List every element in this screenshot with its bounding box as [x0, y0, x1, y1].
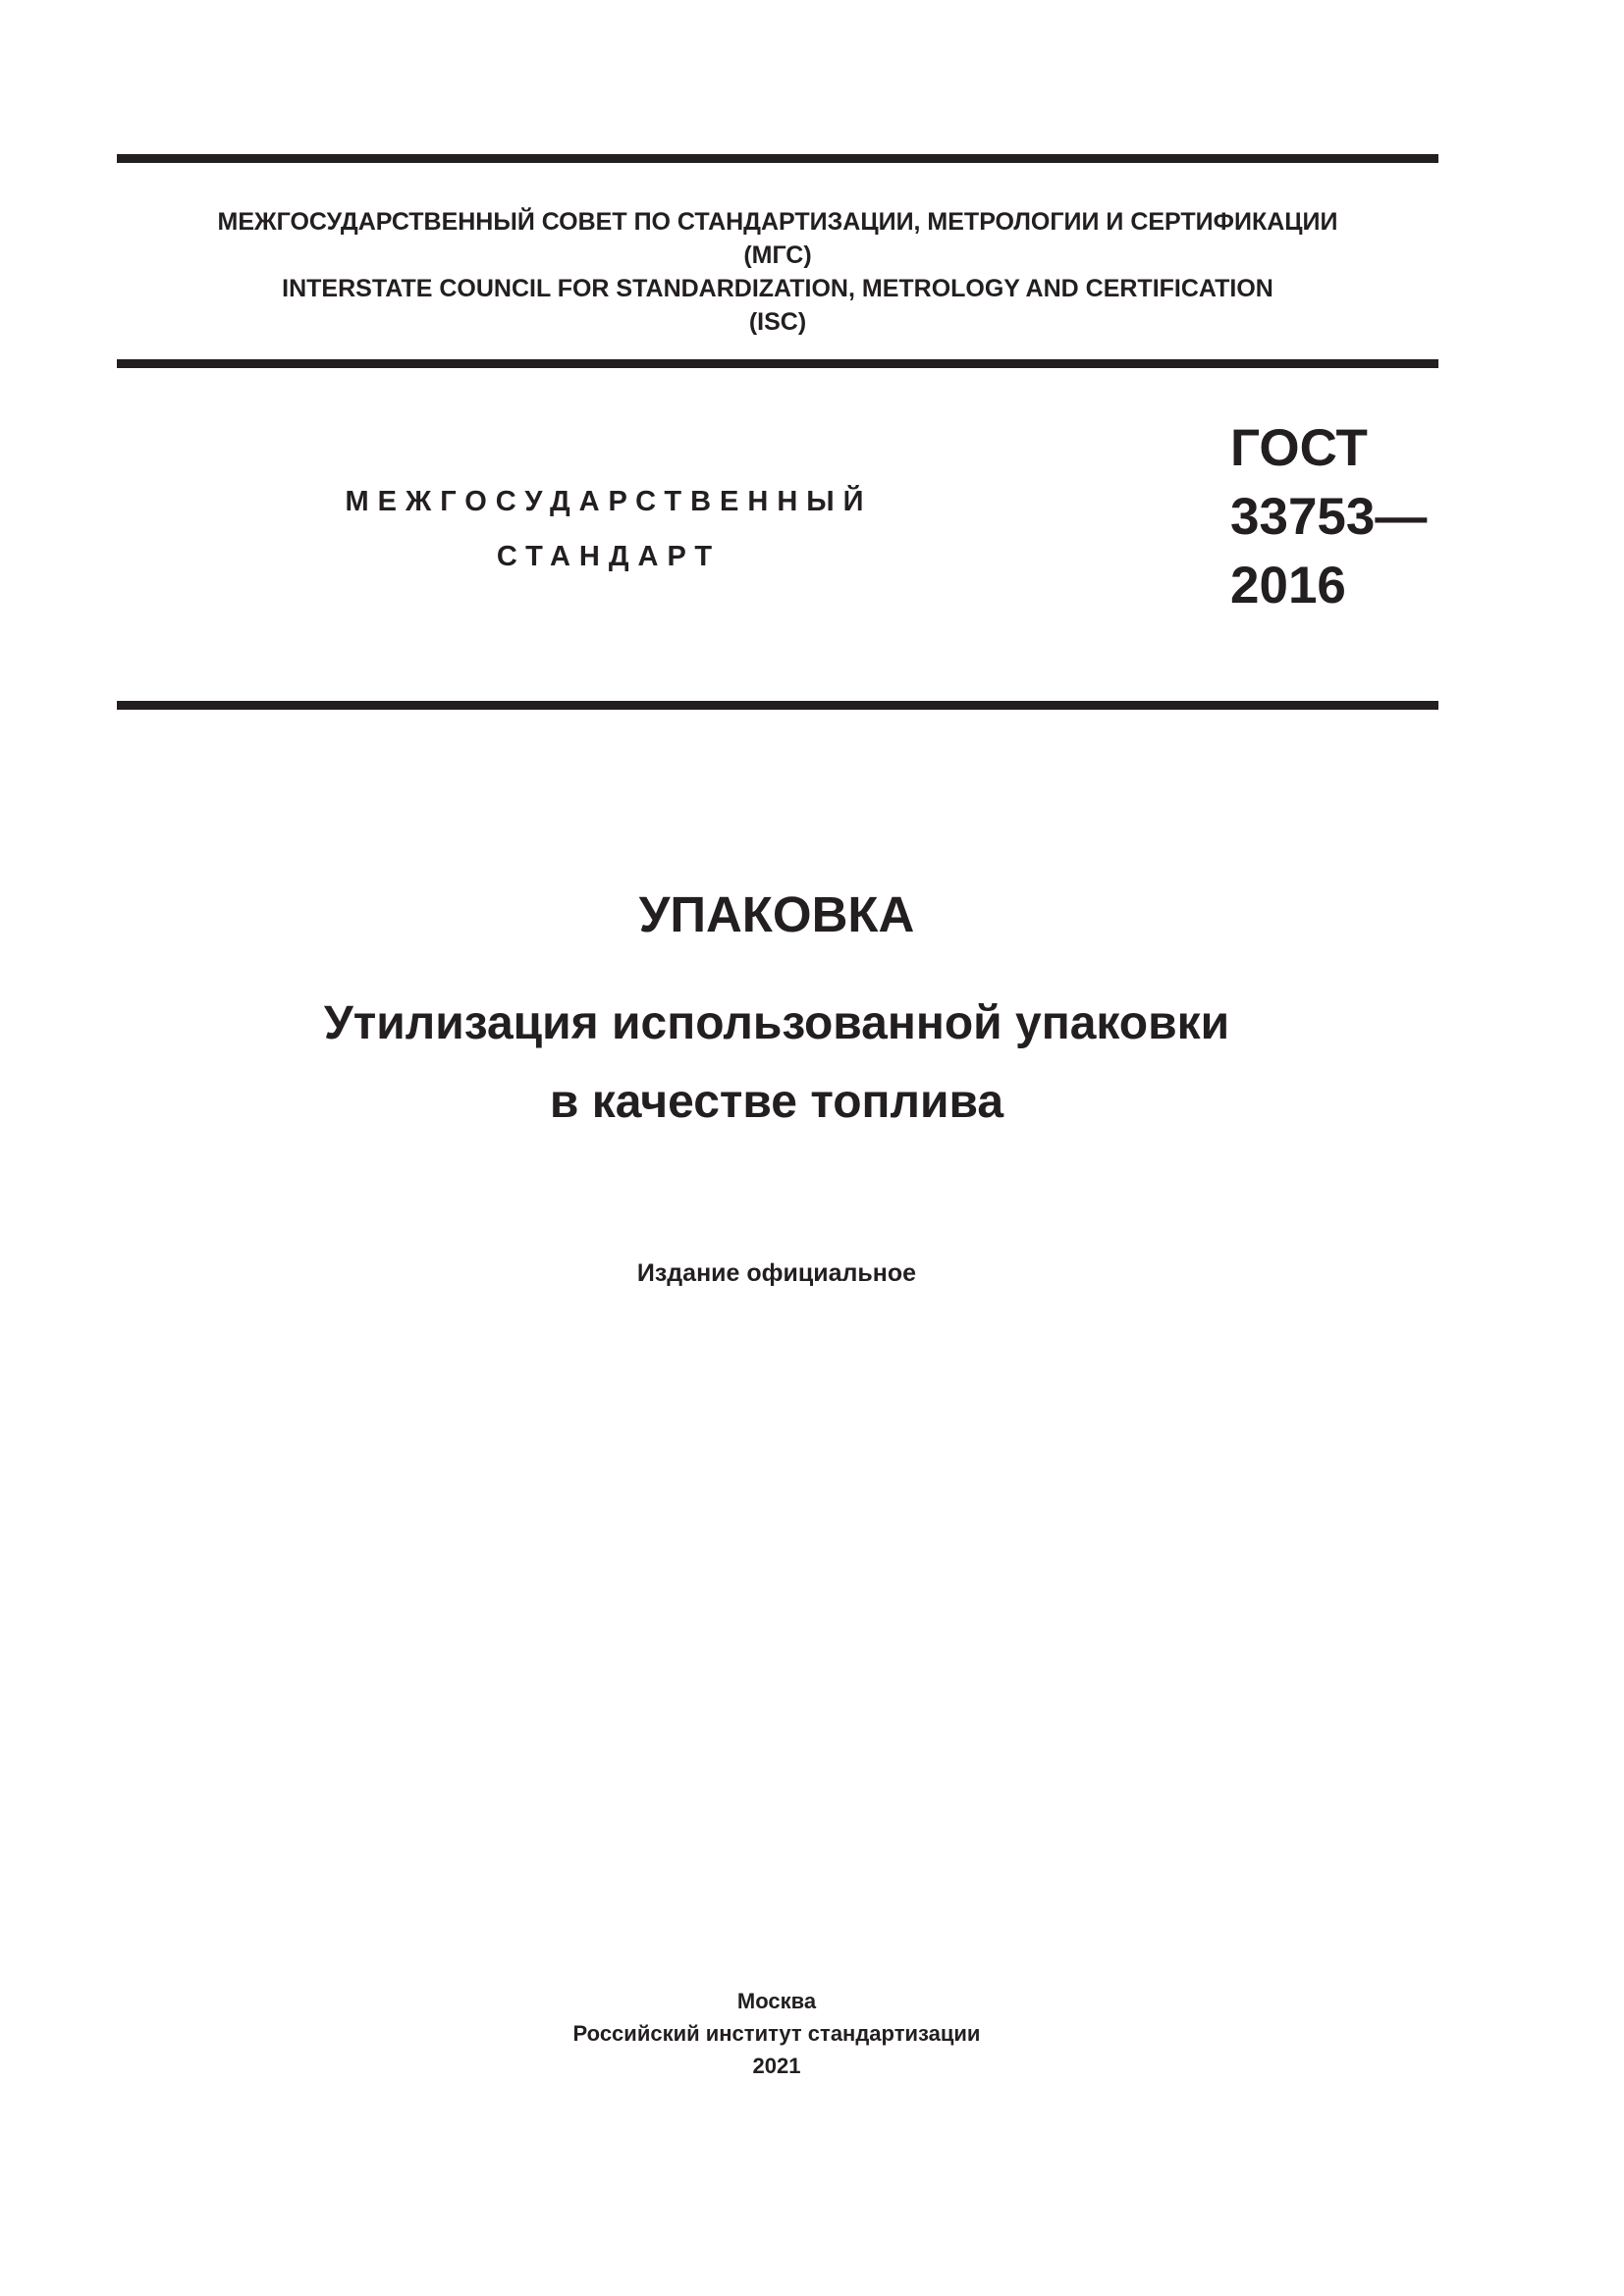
- gost-number: 33753—: [1230, 488, 1428, 546]
- publisher-name: Российский институт стандартизации: [572, 2021, 981, 2046]
- header-divider: [117, 359, 1438, 368]
- gost-year: 2016: [1230, 557, 1346, 614]
- gost-prefix: ГОСТ: [1230, 419, 1368, 477]
- publisher-block: [0, 1985, 1553, 2082]
- standard-kind-line1: МЕЖГОСУДАРСТВЕННЫЙ: [345, 486, 873, 517]
- edition-note: Издание официальное: [636, 1259, 917, 1287]
- standard-kind: [285, 474, 933, 584]
- publisher-city: Москва: [736, 1989, 817, 2013]
- designation-divider: [117, 701, 1438, 710]
- document-title: УПАКОВКА: [638, 886, 915, 942]
- council-header: [117, 205, 1438, 339]
- subtitle-line1: Утилизация использованной упаковки: [323, 997, 1230, 1049]
- council-ru-name: МЕЖГОСУДАРСТВЕННЫЙ СОВЕТ ПО СТАНДАРТИЗАЦИИ, МЕТРОЛОГИИ И СЕРТИФИКАЦИИ: [217, 208, 1338, 236]
- standard-kind-line2: СТАНДАРТ: [496, 541, 722, 572]
- top-rule: [117, 154, 1438, 163]
- document-subtitle: [0, 985, 1553, 1142]
- gost-designation: [1230, 414, 1427, 620]
- council-en-abbr: (ISC): [748, 308, 807, 336]
- council-en-name: INTERSTATE COUNCIL FOR STANDARDIZATION, METROLOGY AND CERTIFICATION: [282, 275, 1273, 302]
- council-ru-abbr: (МГС): [743, 241, 812, 269]
- subtitle-line2: в качестве топлива: [549, 1076, 1004, 1128]
- publisher-year: 2021: [752, 2054, 801, 2078]
